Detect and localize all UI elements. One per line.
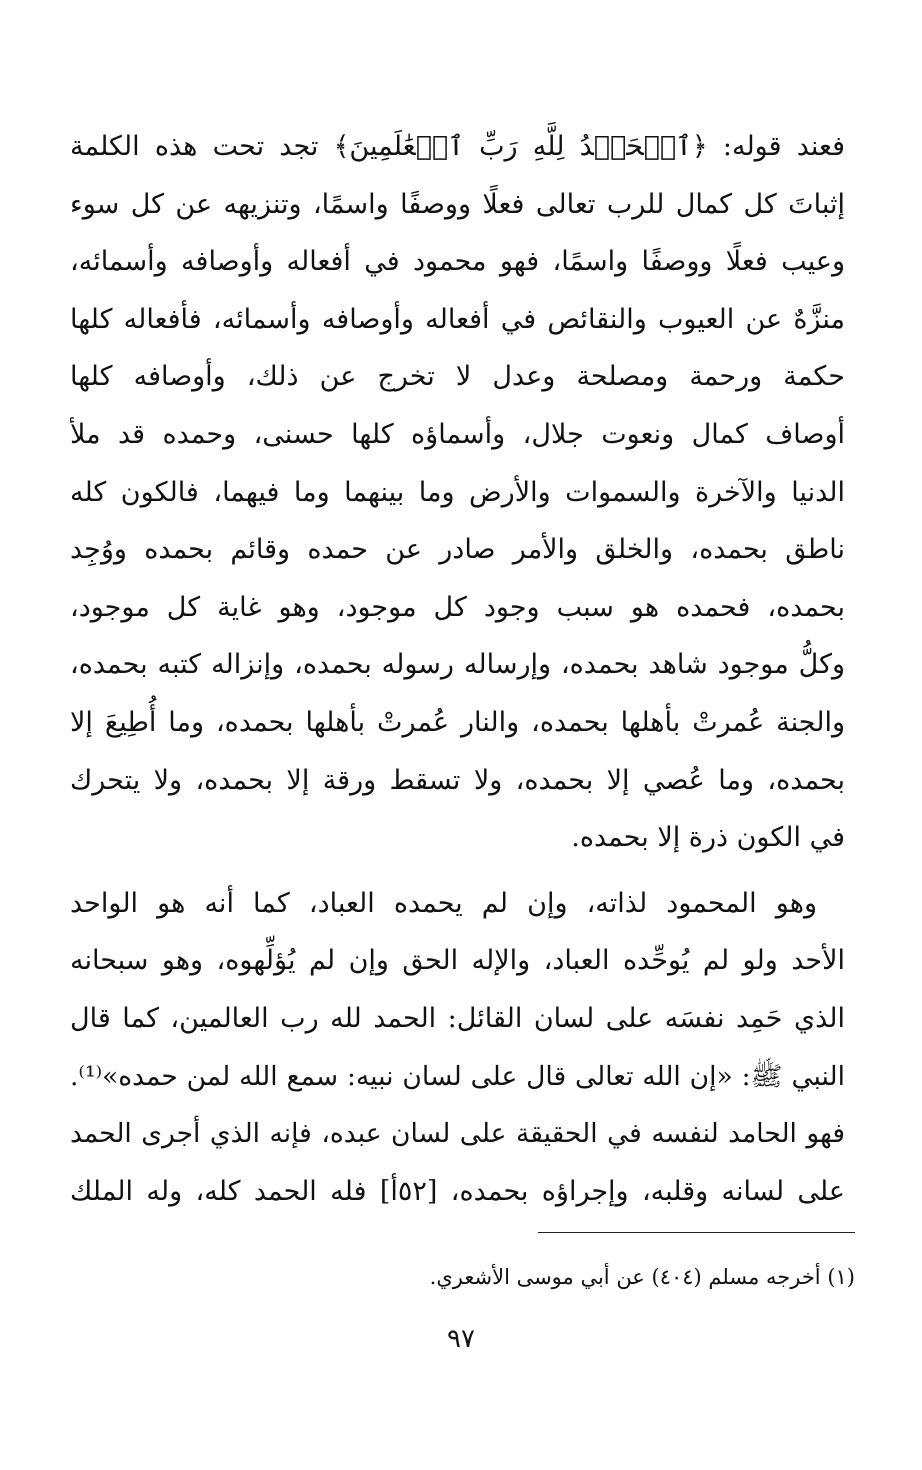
text-line: وعيب فعلًا ووصفًا واسمًا، فهو محمود في أفعاله وأوصافه وأسمائه، — [70, 246, 845, 278]
text-line: أوصاف كمال ونعوت جلال، وأسماؤه كلها حسنى، وحمده قد ملأ — [70, 418, 845, 450]
text-line: الدنيا والآخرة والسموات والأرض وما بينهما وما فيهما، فالكون كله — [70, 476, 845, 508]
text-line: وهو المحمود لذاته، وإن لم يحمده العباد، كما أنه هو الواحد — [70, 887, 817, 919]
text-line: ناطق بحمده، والخلق والأمر صادر عن حمده وقائم بحمده ووُجِد — [70, 534, 845, 566]
text-line: على لسانه وقلبه، وإجراؤه بحمده، [٥٢أ] فله الحمد كله، وله الملك — [70, 1175, 845, 1207]
text-line: بحمده، فحمده هو سبب وجود كل موجود، وهو غاية كل موجود، — [70, 591, 845, 623]
page-number: ٩٧ — [447, 1324, 475, 1354]
text-line: الذي حَمِد نفسَه على لسان القائل: الحمد لله رب العالمين، كما قال — [70, 1002, 845, 1034]
footnote: (١) أخرجه مسلم (٤٠٤) عن أبي موسى الأشعري. — [429, 1265, 855, 1289]
text-line: إثباتَ كل كمال للرب تعالى فعلًا ووصفًا واسمًا، وتنزيهه عن كل سوء — [70, 188, 845, 220]
text-line: حكمة ورحمة ومصلحة وعدل لا تخرج عن ذلك، وأوصافه كلها — [70, 361, 845, 393]
text-line: بحمده، وما عُصي إلا بحمده، ولا تسقط ورقة إلا بحمده، ولا يتحرك — [70, 764, 845, 796]
paragraph-1 — [70, 118, 845, 867]
text-line: في الكون ذرة إلا بحمده. — [571, 822, 845, 854]
text-line: فهو الحامد لنفسه في الحقيقة على لسان عبده، فإنه الذي أجرى الحمد — [70, 1118, 845, 1150]
text-line: وكلُّ موجود شاهد بحمده، وإرساله رسوله بحمده، وإنزاله كتبه بحمده، — [70, 649, 845, 681]
text-line: منزَّهٌ عن العيوب والنقائص في أفعاله وأوصافه وأسمائه، فأفعاله كلها — [70, 303, 845, 335]
text-line: النبي ﷺ: «إن الله تعالى قال على لسان نبيه: سمع الله لمن حمده»⁽¹⁾. — [70, 1060, 845, 1092]
paragraph-2 — [70, 875, 845, 1221]
text-line: والجنة عُمرتْ بأهلها بحمده، والنار عُمرتْ بأهلها بحمده، وما أُطِيعَ إلا — [70, 706, 845, 738]
text-line: فعند قوله: ﴿ٱلۡحَمۡدُ لِلَّهِ رَبِّ ٱلۡعَٰلَمِينَ﴾ تجد تحت هذه الكلمة — [70, 131, 845, 162]
main-text — [70, 118, 845, 1220]
text-line: الأحد ولو لم يُوحِّده العباد، والإله الحق وإن لم يُؤلِّهوه، وهو سبحانه — [70, 945, 845, 977]
footnote-divider — [538, 1232, 855, 1233]
